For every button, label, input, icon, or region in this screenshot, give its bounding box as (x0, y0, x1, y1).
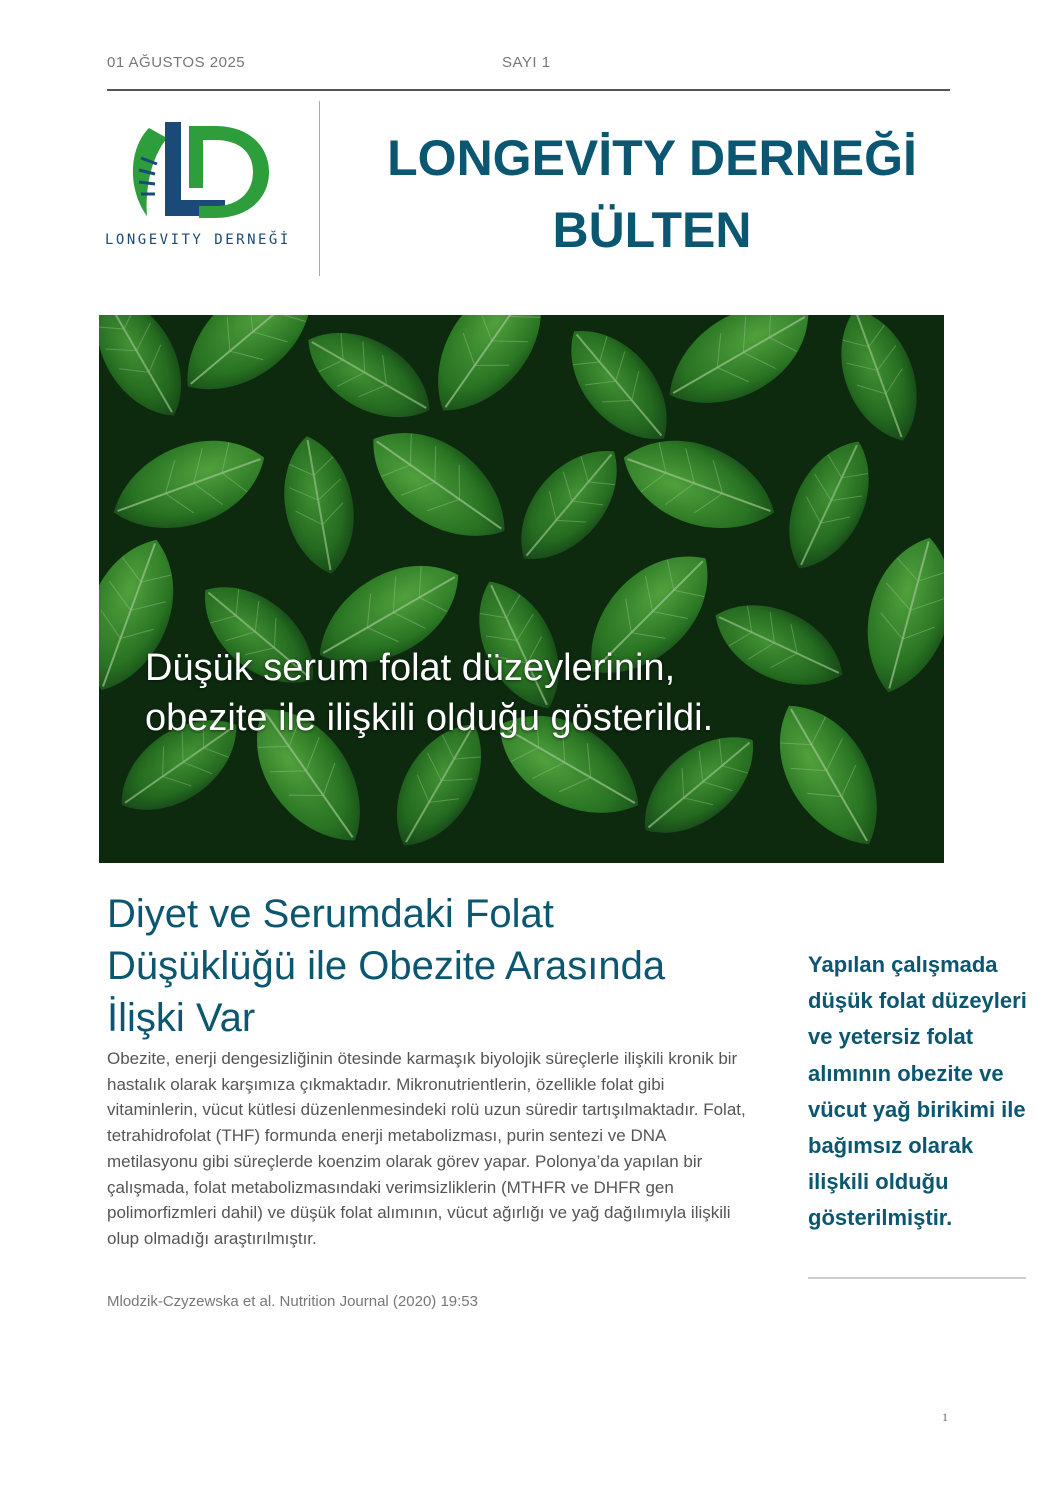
issue-date: 01 AĞUSTOS 2025 (107, 54, 246, 71)
article-title-line-2: Düşüklüğü ile Obezite Arasında (107, 944, 666, 988)
masthead-subtitle: BÜLTEN (552, 202, 752, 258)
issue-number: SAYI 1 (502, 54, 551, 71)
article-title-line-3: İlişki Var (107, 996, 256, 1040)
logo-ld-icon (127, 118, 277, 228)
logo-wordmark: LONGEVITY DERNEĞİ (105, 232, 291, 248)
pull-quote: Yapılan çalışmada düşük folat düzeyleri ve yetersiz folat alımının obezite ve vücut yağ birikimi ile bağımsız olarak ilişkili olduğu gösterilmiştir. (808, 952, 1027, 1231)
masthead-title: LONGEVİTY DERNEĞİ (387, 130, 917, 186)
pull-quote-divider (808, 1277, 1026, 1279)
header-divider (107, 89, 950, 91)
article-title-line-1: Diyet ve Serumdaki Folat (107, 892, 554, 936)
hero-caption-line-1: Düşük serum folat düzeylerinin, (145, 647, 676, 689)
newsletter-masthead (352, 122, 952, 266)
article-body: Obezite, enerji dengesizliğinin ötesinde karmaşık biyolojik süreçlerle ilişkili kronik bir hastalık olarak karşımıza çıkmaktadır. Mikronutrientlerin, özellikle folat gibi vitaminlerin, vücut kütlesi düzenlenmesindeki rolü uzun süredir tartışılmaktadır. Folat, tetrahidrofolat (THF) formunda enerji metabolizması, purin sentezi ve DNA metilasyonu gibi süreçlerde koenzim olarak görev yapar. Polonya’da yapılan bir çalışmada, folat metabolizmasındaki verimsizliklerin (MTHFR ve DHFR gen polimorfizmleri dahil) ve düşük folat alımının, vücut ağırlığı ve yağ dağılımıyla ilişkili olup olmadığı araştırılmıştır. (107, 1049, 746, 1248)
hero-caption (145, 643, 925, 743)
masthead-divider (319, 101, 320, 276)
article-title (107, 888, 757, 1044)
hero-image (99, 315, 944, 863)
association-logo (105, 118, 295, 258)
leaves-background (99, 315, 944, 863)
article-citation: Mlodzik-Czyzewska et al. Nutrition Journal (2020) 19:53 (107, 1293, 478, 1310)
hero-caption-line-2: obezite ile ilişkili olduğu gösterildi. (145, 697, 714, 739)
page-number: 1 (942, 1410, 948, 1424)
